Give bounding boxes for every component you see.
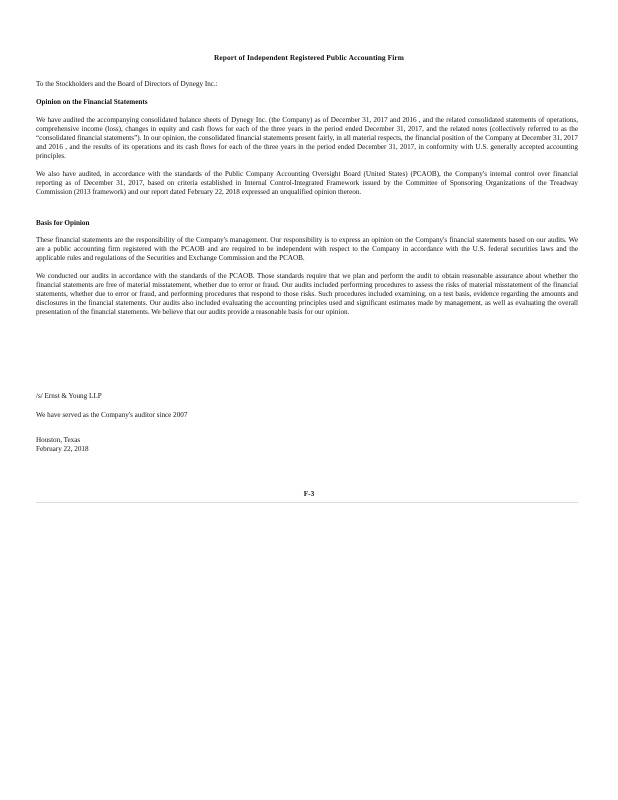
basis-paragraph-1: These financial statements are the responsibility of the Company's management. Our responsibility is to express an opinion on the Company's financial statements based on our audits. We are a public accounting firm registered with the PCAOB and are required to be independent with respect to the Company in accordance with the U.S. federal securities laws and the applicable rules and regulations of the Securities and Exchange Commission and the PCAOB.: [36, 236, 578, 262]
addressee: To the Stockholders and the Board of Directors of Dynegy Inc.:: [36, 80, 218, 88]
page-divider: [36, 502, 578, 503]
report-title: Report of Independent Registered Public Accounting Firm: [213, 53, 405, 62]
signature: /s/ Ernst & Young LLP: [36, 392, 102, 400]
basis-heading: Basis for Opinion: [36, 219, 90, 227]
location: Houston, Texas: [36, 436, 81, 444]
opinion-paragraph: We have audited the accompanying consolidated balance sheets of Dynegy Inc. (the Company) as of December 31, 2017 and 2016 , and the related consolidated statements of operations, comprehensive income (loss), changes in equity and cash flows for each of the three years in the period ended December 31, 2017, and the related notes (collectively referred to as the “consolidated financial statements”). In our opinion, the consolidated financial statements present fairly, in all material respects, the financial position of the Company at December 31, 2017 and 2016 , and the results of its operations and its cash flows for each of the three years in the period ended December 31, 2017, in conformity with U.S. generally accepted accounting principles.: [36, 116, 578, 160]
page-number: F-3: [303, 490, 315, 498]
icfr-paragraph: We also have audited, in accordance with the standards of the Public Company Accounting Oversight Board (United States) (PCAOB), the Company's internal control over financial reporting as of December 31, 2017, based on criteria established in Internal Control-Integrated Framework issued by the Committee of Sponsoring Organizations of the Treadway Commission (2013 framework) and our report dated February 22, 2018 expressed an unqualified opinion thereon.: [36, 170, 578, 196]
basis-paragraph-2: We conducted our audits in accordance with the standards of the PCAOB. Those standards require that we plan and perform the audit to obtain reasonable assurance about whether the financial statements are free of material misstatement, whether due to error or fraud. Our audits included performing procedures to assess the risks of material misstatement of the financial statements, whether due to error or fraud, and performing procedures that respond to those risks. Such procedures included examining, on a test basis, evidence regarding the amounts and disclosures in the financial statements. Our audits also included evaluating the accounting principles used and significant estimates made by management, as well as evaluating the overall presentation of the financial statements. We believe that our audits provide a reasonable basis for our opinion.: [36, 272, 578, 316]
report-date: February 22, 2018: [36, 445, 89, 453]
auditor-since: We have served as the Company's auditor since 2007: [36, 411, 188, 419]
opinion-heading: Opinion on the Financial Statements: [36, 98, 148, 106]
